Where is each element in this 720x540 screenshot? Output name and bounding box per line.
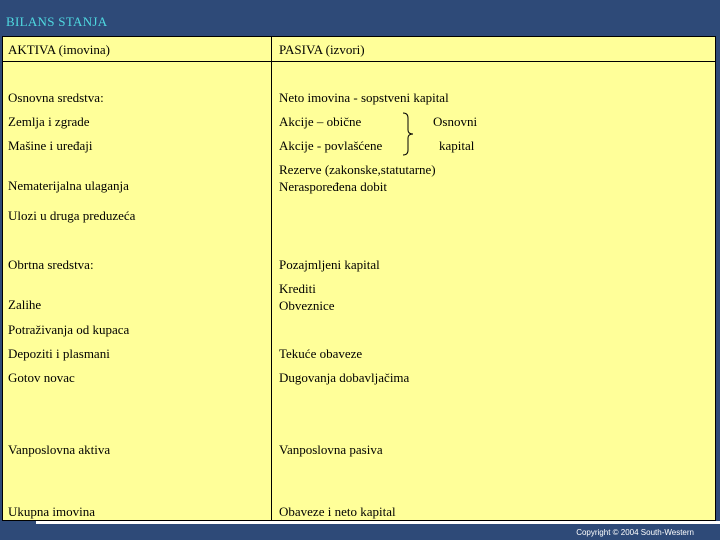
- balance-sheet-table: [2, 36, 716, 521]
- depoziti: Depoziti i plasmani: [8, 346, 110, 361]
- obveznice: Obveznice: [279, 298, 335, 313]
- nematerijalna-ulaganja: Nematerijalna ulaganja: [8, 178, 129, 193]
- ulozi: Ulozi u druga preduzeća: [8, 208, 136, 223]
- akcije-obicne: Akcije – obične: [279, 114, 362, 129]
- footer-line: [36, 521, 720, 524]
- header-pasiva: PASIVA (izvori): [279, 42, 365, 57]
- obaveze-i-neto-kapital: Obaveze i neto kapital: [279, 504, 396, 519]
- ukupna-imovina: Ukupna imovina: [8, 504, 96, 519]
- zemlja-i-zgrade: Zemlja i zgrade: [8, 114, 90, 129]
- dugovanja-dobavljacima: Dugovanja dobavljačima: [279, 370, 410, 385]
- neraspodeljena-dobit: Neraspoređena dobit: [279, 179, 387, 194]
- page-title: BILANS STANJA: [6, 14, 108, 29]
- zalihe: Zalihe: [8, 297, 42, 312]
- pozajmljeni-kapital: Pozajmljeni kapital: [279, 257, 380, 272]
- tekuce-obaveze: Tekuće obaveze: [279, 346, 363, 361]
- masine-i-uredjaji: Mašine i uređaji: [8, 138, 93, 153]
- header-divider: [3, 61, 715, 62]
- copyright: Copyright © 2004 South-Western: [576, 528, 694, 537]
- brace-icon: [401, 112, 415, 156]
- potrazivanja: Potraživanja od kupaca: [8, 322, 130, 337]
- header-aktiva: AKTIVA (imovina): [8, 42, 110, 57]
- obrtna-sredstva: Obrtna sredstva:: [8, 257, 94, 272]
- gotov-novac: Gotov novac: [8, 370, 75, 385]
- neto-imovina: Neto imovina - sopstveni kapital: [279, 90, 449, 105]
- kapital-label: kapital: [439, 138, 475, 153]
- vanposlovna-pasiva: Vanposlovna pasiva: [279, 442, 383, 457]
- akcije-povlascene: Akcije - povlašćene: [279, 138, 383, 153]
- osnovna-sredstva: Osnovna sredstva:: [8, 90, 104, 105]
- krediti: Krediti: [279, 281, 316, 296]
- column-divider: [271, 37, 272, 520]
- vanposlovna-aktiva: Vanposlovna aktiva: [8, 442, 111, 457]
- rezerve: Rezerve (zakonske,statutarne): [279, 162, 436, 177]
- osnovni-label: Osnovni: [433, 114, 478, 129]
